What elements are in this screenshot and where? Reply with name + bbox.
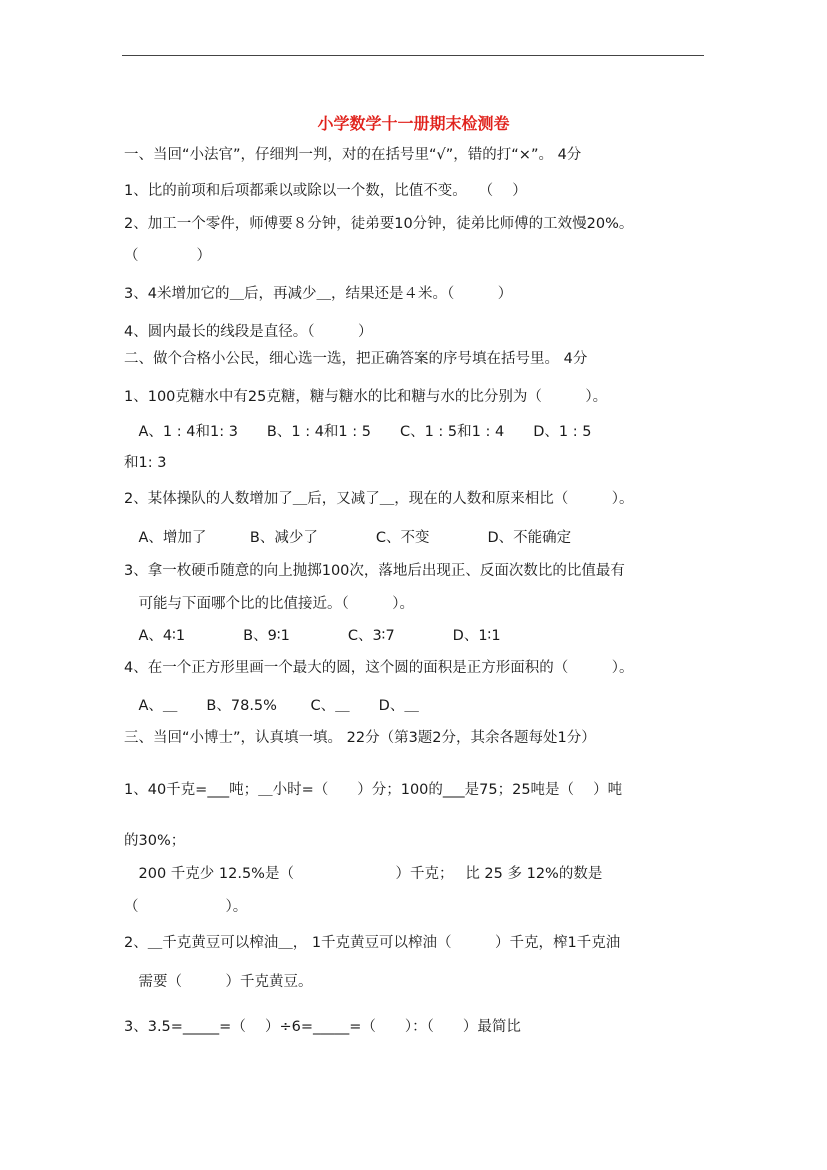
answer-blank: （ ） bbox=[124, 248, 211, 264]
question-text: 3、3.5=_____=（ ）÷6=_____=（ ）：（ ）最简比 bbox=[124, 1019, 521, 1035]
section-1-heading: 一、当回“小法官”，仔细判一判，对的在括号里“√”，错的打“×”。 4分 bbox=[124, 147, 582, 163]
question-text: 4、圆内最长的线段是直径。（ ） bbox=[124, 324, 373, 340]
question-text: 3、4米增加它的＿后，再减少＿，结果还是４米。（ ） bbox=[124, 286, 513, 302]
question-text: 1、40千克=___吨；＿小时=（ ）分；100的___是75；25吨是（ ）吨 bbox=[124, 782, 623, 798]
question-text: 1、100克糖水中有25克糖，糖与糖水的比和糖与水的比分别为（ ）。 bbox=[124, 389, 608, 405]
answer-options: A、1 : 4和1: 3 B、1 : 4和1 : 5 C、1 : 5和1 : 4 D、1 : 5 bbox=[124, 424, 592, 440]
answer-options: 和1: 3 bbox=[124, 455, 167, 471]
section-3-heading: 三、当回“小博士”，认真填一填。 22分（第3题2分，其余各题每处1分） bbox=[124, 730, 596, 746]
section-2-heading: 二、做个合格小公民，细心选一选，把正确答案的序号填在括号里。 4分 bbox=[124, 351, 588, 367]
question-text: 的30%； bbox=[124, 833, 186, 849]
question-text: 需要（ ）千克黄豆。 bbox=[124, 974, 313, 990]
question-text: 2、＿千克黄豆可以榨油＿， 1千克黄豆可以榨油（ ）千克，榨1千克油 bbox=[124, 935, 621, 951]
answer-blank: （ ）。 bbox=[124, 899, 248, 915]
question-text: 1、比的前项和后项都乘以或除以一个数，比值不变。 （ ） bbox=[124, 183, 527, 199]
answer-options: A、增加了 B、减少了 C、不变 D、不能确定 bbox=[124, 530, 572, 546]
answer-options: A、＿ B、78.5% C、＿ D、＿ bbox=[124, 698, 419, 714]
question-text: 可能与下面哪个比的比值接近。（ ）。 bbox=[124, 596, 414, 612]
page-title: 小学数学十一册期末检测卷 bbox=[317, 114, 510, 133]
header-rule bbox=[122, 55, 704, 56]
question-text: 2、加工一个零件，师傅要８分钟，徒弟要10分钟，徒弟比师傅的工效慢20%。 bbox=[124, 216, 634, 232]
question-text: 4、在一个正方形里画一个最大的圆，这个圆的面积是正方形面积的（ ）。 bbox=[124, 660, 634, 676]
question-text: 200 千克少 12.5%是（ ）千克； 比 25 多 12%的数是 bbox=[124, 866, 603, 882]
answer-options: A、4∶1 B、9∶1 C、3∶7 D、1∶1 bbox=[124, 628, 501, 644]
question-text: 2、某体操队的人数增加了＿后，又减了＿，现在的人数和原来相比（ ）。 bbox=[124, 491, 634, 507]
question-text: 3、拿一枚硬币随意的向上抛掷100次，落地后出现正、反面次数比的比值最有 bbox=[124, 563, 625, 579]
